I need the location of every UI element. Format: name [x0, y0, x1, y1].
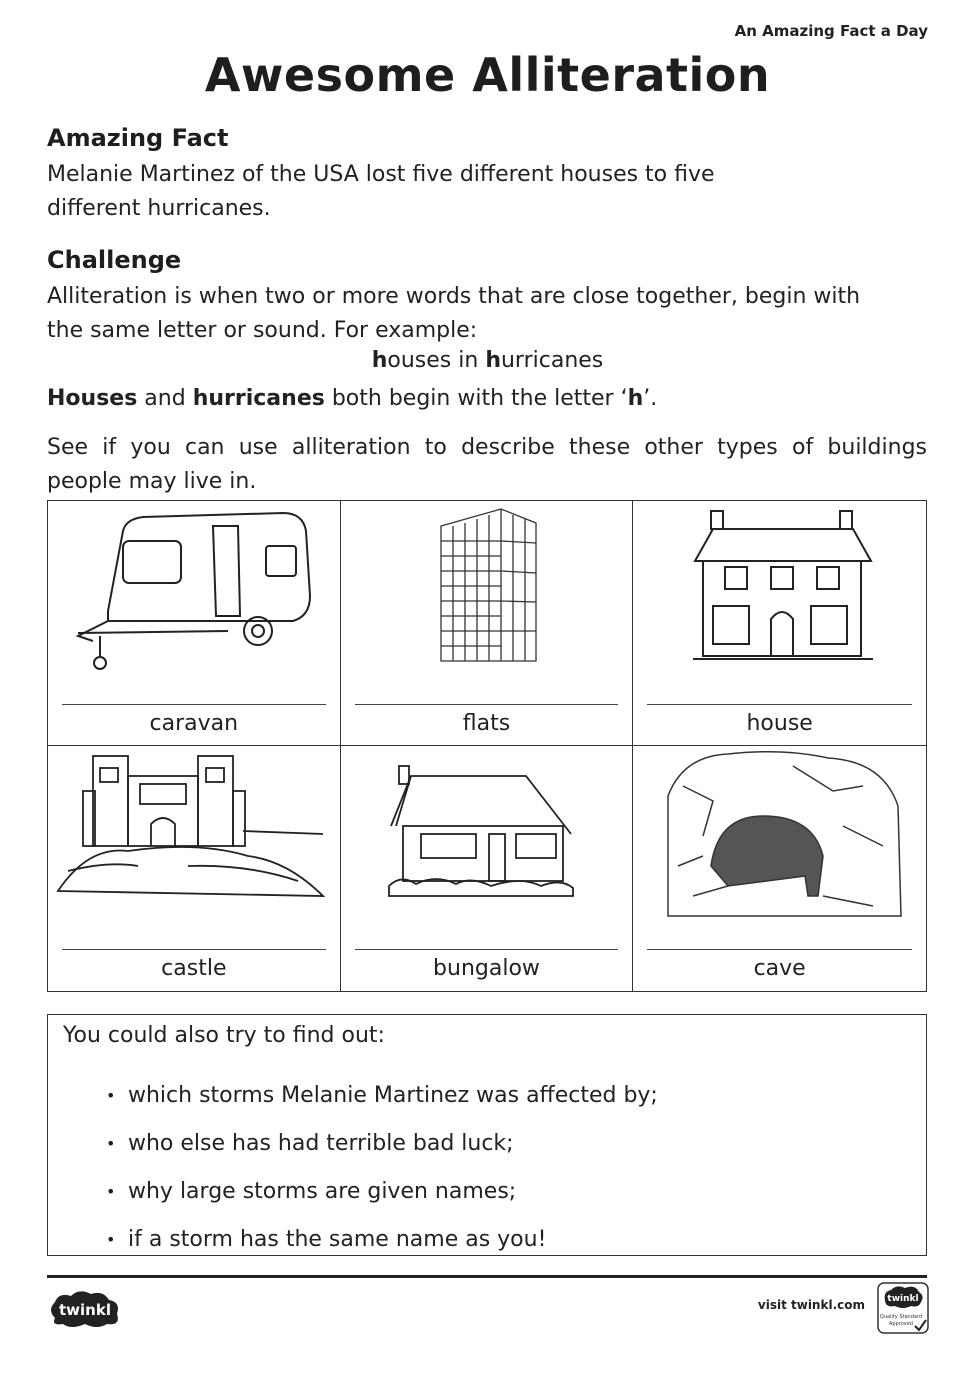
building-cell-bungalow [341, 746, 634, 991]
challenge-line-2: the same letter or sound. For example: [47, 318, 478, 343]
explain-and: and [137, 386, 193, 411]
building-cell-house [633, 501, 926, 746]
explain-letter: both begin with the letter ‘ [324, 386, 628, 411]
castle-icon [48, 746, 340, 946]
task-line-1: See if you can use alliteration to describe these other types of buildings [47, 435, 927, 460]
extension-list [106, 1053, 658, 1252]
task-line-2: people may live in. [47, 469, 257, 494]
list-item: • who else has had terrible bad luck; [106, 1101, 658, 1149]
caravan-icon [48, 501, 340, 701]
example-h1: h [371, 348, 388, 373]
answer-line [355, 704, 619, 705]
extension-box [47, 1014, 927, 1256]
fact-heading: Amazing Fact [47, 124, 229, 152]
footer-divider [47, 1275, 927, 1278]
answer-line [62, 704, 326, 705]
example-phrase [0, 348, 975, 373]
challenge-text [47, 280, 927, 348]
example-w1: ouses in [387, 348, 486, 373]
explain-end: ’. [643, 386, 658, 411]
building-cell-castle [48, 746, 341, 991]
building-label: bungalow [433, 956, 540, 981]
badge-text: twinkl [887, 1294, 919, 1304]
building-cell-flats [341, 501, 634, 746]
task-text [47, 431, 927, 499]
fact-line-1: Melanie Martinez of the USA lost five different houses to five [47, 162, 715, 187]
building-label: house [746, 711, 813, 736]
building-label: caravan [149, 711, 239, 736]
answer-line [355, 949, 619, 950]
twinkl-logo[interactable] [47, 1288, 123, 1330]
building-cell-caravan [48, 501, 341, 746]
series-label: An Amazing Fact a Day [734, 22, 928, 40]
building-cell-cave [633, 746, 926, 991]
challenge-line-1: Alliteration is when two or more words that are close together, begin with [47, 284, 861, 309]
list-item: • which storms Melanie Martinez was affected by; [106, 1053, 658, 1101]
cave-icon [633, 746, 925, 946]
building-label: cave [753, 956, 806, 981]
buildings-grid [47, 500, 927, 992]
list-item: • if a storm has the same name as you! [106, 1197, 658, 1245]
page-title: Awesome Alliteration [204, 48, 771, 102]
explain-h: h [627, 386, 644, 411]
answer-line [647, 949, 912, 950]
building-label: castle [161, 956, 227, 981]
logo-text: twinkl [59, 1301, 111, 1319]
example-w2: urricanes [500, 348, 604, 373]
bungalow-icon [341, 746, 633, 946]
answer-line [62, 949, 326, 950]
flats-icon [341, 501, 633, 701]
building-label: flats [462, 711, 511, 736]
explain-houses: Houses [47, 386, 138, 411]
visit-link[interactable]: visit twinkl.com [757, 1298, 865, 1312]
fact-text [47, 158, 927, 226]
challenge-heading: Challenge [47, 246, 182, 274]
house-icon [633, 501, 925, 701]
explain-hurricanes: hurricanes [192, 386, 325, 411]
extension-intro: You could also try to find out: [63, 1023, 385, 1048]
example-h2: h [485, 348, 501, 373]
answer-line [647, 704, 912, 705]
fact-line-2: different hurricanes. [47, 196, 271, 221]
badge-sub1: Quality Standard [879, 1314, 923, 1320]
example-explanation [47, 382, 927, 416]
list-item: • why large storms are given names; [106, 1149, 658, 1197]
quality-badge-icon [877, 1282, 929, 1334]
badge-sub2: Approved [889, 1321, 913, 1327]
